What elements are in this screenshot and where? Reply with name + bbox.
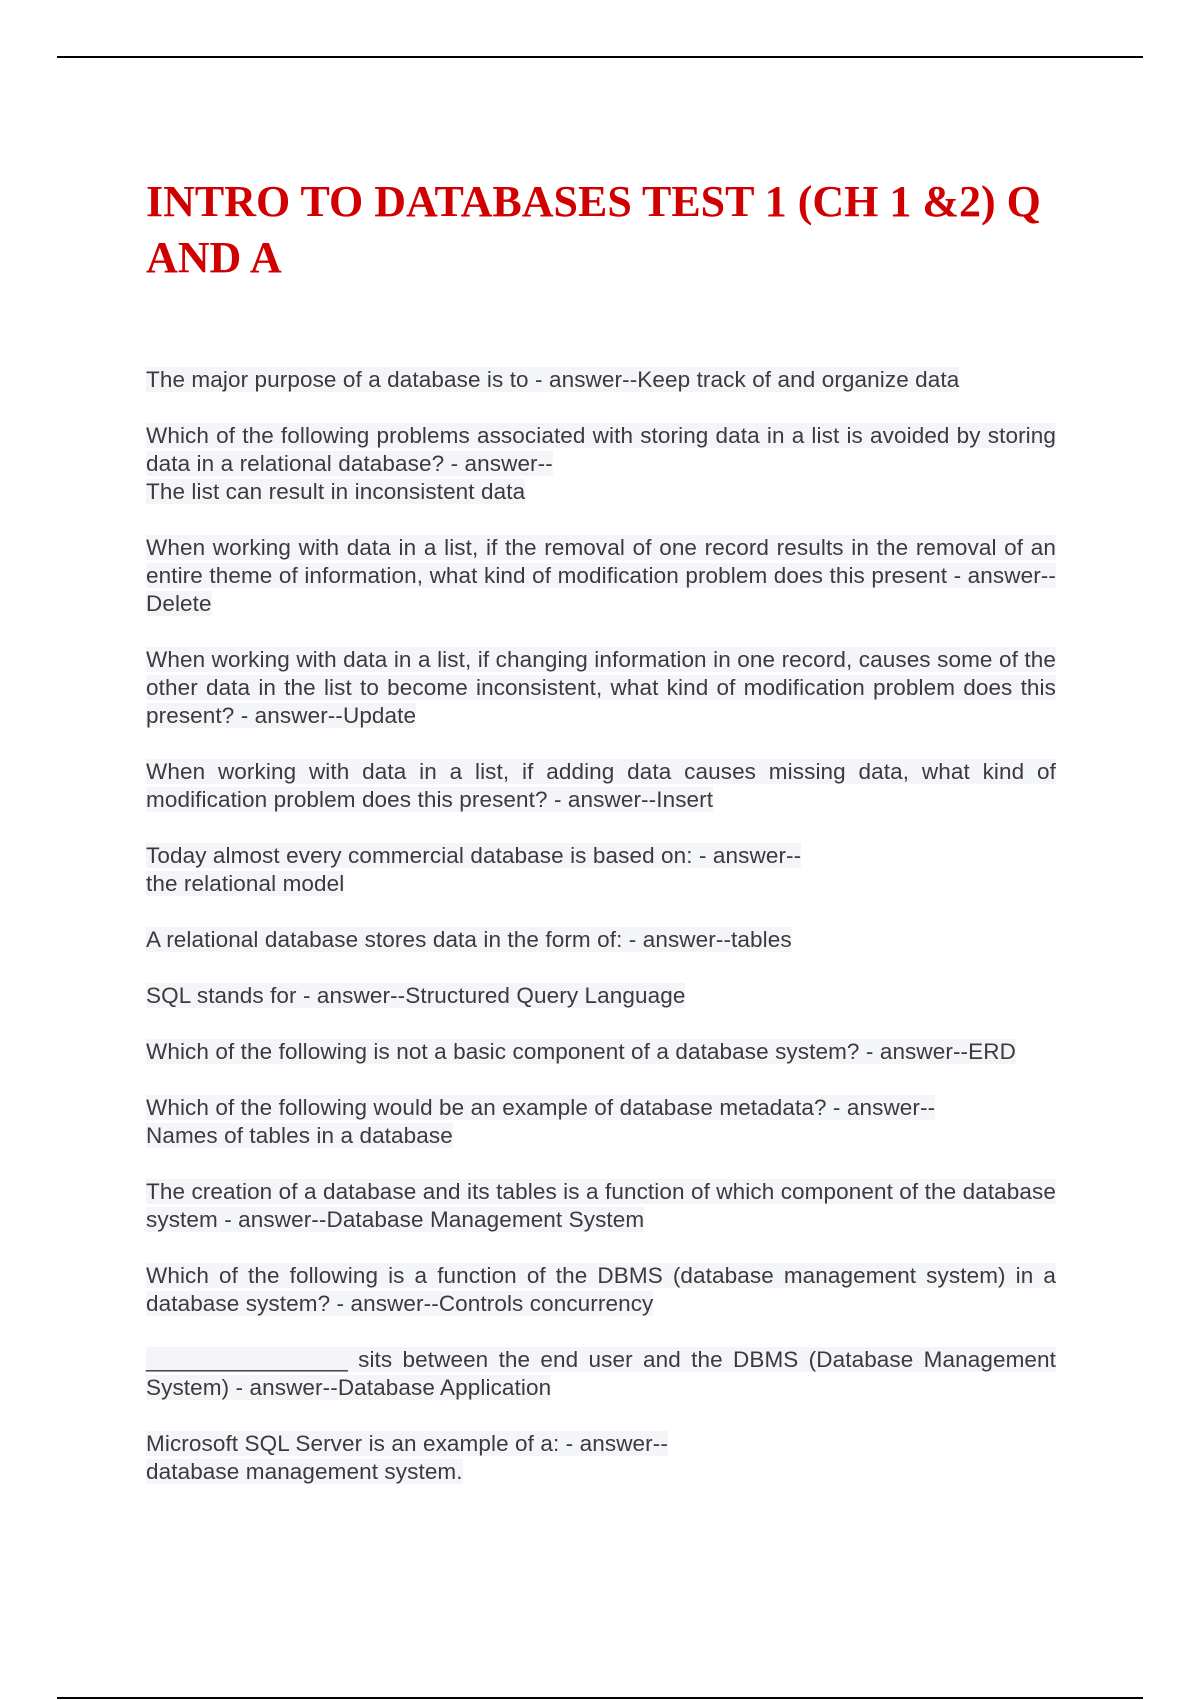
qa-list: [146, 366, 1056, 1514]
qa-text: When working with data in a list, if the removal of one record results in the removal of an entire theme of information, what kind of modification problem does this present - answer--Delete: [146, 535, 1056, 616]
qa-text: Microsoft SQL Server is an example of a: - answer-- database management system.: [146, 1431, 668, 1484]
qa-text: Which of the following would be an example of database metadata? - answer-- Names of tables in a database: [146, 1095, 936, 1148]
document-title: INTRO TO DATABASES TEST 1 (CH 1 &2) Q AND A: [146, 177, 1041, 282]
qa-item: [146, 422, 1056, 506]
qa-text: Which of the following is a function of the DBMS (database management system) in a database system? - answer--Controls concurrency: [146, 1263, 1056, 1316]
qa-item: [146, 1262, 1056, 1318]
header-rule: [57, 56, 1143, 58]
qa-item: [146, 1430, 1056, 1486]
qa-item: [146, 1346, 1056, 1402]
qa-item: [146, 1038, 1056, 1066]
qa-text: When working with data in a list, if changing information in one record, causes some of the other data in the list to become inconsistent, what kind of modification problem does this present? - answer--Update: [146, 647, 1056, 728]
qa-item: [146, 1178, 1056, 1234]
qa-item: [146, 534, 1056, 618]
qa-item: [146, 366, 1056, 394]
qa-text: A relational database stores data in the form of: - answer--tables: [146, 927, 792, 952]
qa-item: [146, 842, 1056, 898]
qa-text: The major purpose of a database is to - answer--Keep track of and organize data: [146, 367, 960, 392]
qa-item: [146, 1094, 1056, 1150]
qa-text: ________________ sits between the end user and the DBMS (Database Management System) - answer--Database Application: [146, 1347, 1056, 1400]
qa-text: SQL stands for - answer--Structured Query Language: [146, 983, 686, 1008]
qa-item: [146, 646, 1056, 730]
qa-item: [146, 926, 1056, 954]
footer-rule: [57, 1697, 1143, 1699]
qa-item: [146, 982, 1056, 1010]
qa-item: [146, 758, 1056, 814]
qa-text: Which of the following problems associated with storing data in a list is avoided by storing data in a relational database? - answer-- The list can result in inconsistent data: [146, 423, 1056, 504]
qa-text: Which of the following is not a basic component of a database system? - answer--ERD: [146, 1039, 1016, 1064]
qa-text: The creation of a database and its tables is a function of which component of the database system - answer--Database Management System: [146, 1179, 1056, 1232]
qa-text: Today almost every commercial database is based on: - answer-- the relational model: [146, 843, 802, 896]
qa-text: When working with data in a list, if adding data causes missing data, what kind of modification problem does this present? - answer--Insert: [146, 759, 1056, 812]
